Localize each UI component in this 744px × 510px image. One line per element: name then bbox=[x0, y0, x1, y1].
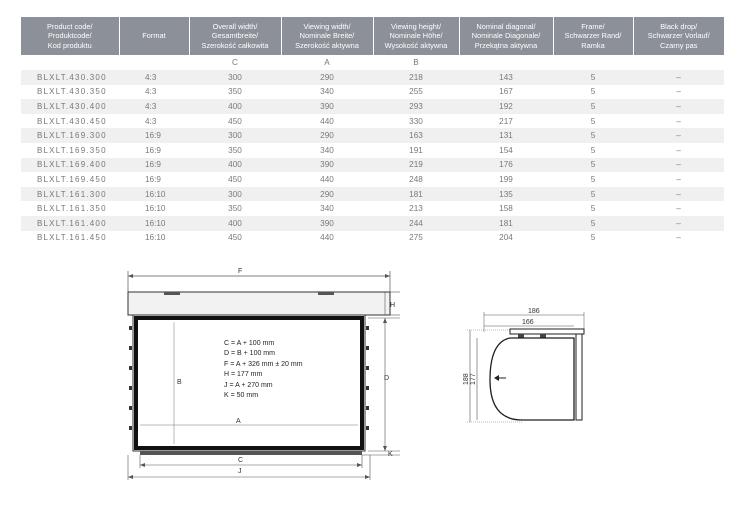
table-cell: 275 bbox=[373, 231, 459, 246]
table-cell: 350 bbox=[189, 201, 281, 216]
column-header bbox=[459, 17, 553, 55]
table-body bbox=[21, 55, 724, 245]
column-header-line: Czarny pas bbox=[660, 40, 698, 50]
table-cell: – bbox=[633, 70, 724, 85]
dimension-letter: B bbox=[373, 55, 459, 70]
table-cell: – bbox=[633, 216, 724, 231]
table-cell: 248 bbox=[373, 172, 459, 187]
side-view-drawing bbox=[462, 302, 602, 432]
table-cell: 340 bbox=[281, 201, 373, 216]
table-cell: 131 bbox=[459, 128, 553, 143]
dimension-letter bbox=[633, 55, 724, 70]
table-cell: 5 bbox=[553, 216, 633, 231]
table-cell: 330 bbox=[373, 114, 459, 129]
column-header-line: Nominal diagonal/ bbox=[476, 21, 536, 31]
table-cell: 5 bbox=[553, 187, 633, 202]
table-cell: 4:3 bbox=[119, 85, 189, 100]
table-cell: 219 bbox=[373, 158, 459, 173]
dimension-letter bbox=[553, 55, 633, 70]
table-cell: 244 bbox=[373, 216, 459, 231]
table-cell: 290 bbox=[281, 187, 373, 202]
table-row bbox=[21, 70, 724, 85]
table-cell: 340 bbox=[281, 143, 373, 158]
table-cell: – bbox=[633, 172, 724, 187]
table-cell: – bbox=[633, 231, 724, 246]
table-cell: 293 bbox=[373, 99, 459, 114]
table-row bbox=[21, 216, 724, 231]
product-code-cell: BLXLT.430.450 bbox=[21, 114, 119, 129]
table-row bbox=[21, 231, 724, 246]
product-code-cell: BLXLT.169.300 bbox=[21, 128, 119, 143]
table-cell: 5 bbox=[553, 114, 633, 129]
formula-line: K = 50 mm bbox=[224, 392, 259, 400]
column-header bbox=[119, 17, 189, 55]
dimension-letter bbox=[459, 55, 553, 70]
column-header-line: Szerokość całkowita bbox=[201, 40, 269, 50]
formula-line: H = 177 mm bbox=[224, 371, 263, 379]
product-code-cell: BLXLT.169.400 bbox=[21, 158, 119, 173]
table-cell: 135 bbox=[459, 187, 553, 202]
table-cell: 5 bbox=[553, 172, 633, 187]
product-code-cell: BLXLT.430.350 bbox=[21, 85, 119, 100]
column-header-line: Frame/ bbox=[581, 21, 605, 31]
table-cell: 5 bbox=[553, 158, 633, 173]
formula-line: D = B + 100 mm bbox=[224, 350, 275, 358]
table-cell: – bbox=[633, 143, 724, 158]
column-header bbox=[281, 17, 373, 55]
table-cell: 340 bbox=[281, 85, 373, 100]
table-cell: 400 bbox=[189, 99, 281, 114]
table-row bbox=[21, 128, 724, 143]
dim-label-j: J bbox=[238, 468, 242, 475]
column-header-line: Product code/ bbox=[46, 21, 93, 31]
formula-line: C = A + 100 mm bbox=[224, 340, 275, 347]
table-cell: 5 bbox=[553, 128, 633, 143]
column-header bbox=[633, 17, 724, 55]
table-cell: 390 bbox=[281, 158, 373, 173]
table-cell: 181 bbox=[373, 187, 459, 202]
product-code-cell: BLXLT.430.400 bbox=[21, 99, 119, 114]
table-cell: 4:3 bbox=[119, 114, 189, 129]
table-cell: 5 bbox=[553, 201, 633, 216]
table-cell: 300 bbox=[189, 187, 281, 202]
column-header-line: Overall width/ bbox=[212, 21, 258, 31]
product-code-cell: BLXLT.430.300 bbox=[21, 70, 119, 85]
table-row bbox=[21, 201, 724, 216]
table-header bbox=[21, 17, 724, 55]
table-cell: 16:10 bbox=[119, 187, 189, 202]
column-header bbox=[553, 17, 633, 55]
dimension-letter bbox=[21, 55, 119, 70]
table-cell: 158 bbox=[459, 201, 553, 216]
dim-left-inner: 177 bbox=[470, 373, 477, 385]
table-cell: 16:10 bbox=[119, 201, 189, 216]
column-header-line: Przekątna aktywna bbox=[474, 40, 538, 50]
table-cell: 450 bbox=[189, 231, 281, 246]
table-cell: – bbox=[633, 187, 724, 202]
product-code-cell: BLXLT.169.450 bbox=[21, 172, 119, 187]
table-cell: 300 bbox=[189, 128, 281, 143]
column-header-line: Nominale Höhe/ bbox=[389, 31, 443, 41]
table-cell: 390 bbox=[281, 216, 373, 231]
table-cell: – bbox=[633, 158, 724, 173]
formula-line: F = A + 326 mm ± 20 mm bbox=[224, 360, 303, 368]
table-row bbox=[21, 114, 724, 129]
table-cell: 16:9 bbox=[119, 128, 189, 143]
column-header-line: Produktcode/ bbox=[47, 31, 92, 41]
table-cell: 5 bbox=[553, 143, 633, 158]
column-header-line: Szerokość aktywna bbox=[295, 40, 359, 50]
dim-top-inner: 166 bbox=[522, 319, 534, 326]
table-row bbox=[21, 85, 724, 100]
table-cell: – bbox=[633, 128, 724, 143]
table-cell: 390 bbox=[281, 99, 373, 114]
table-cell: 192 bbox=[459, 99, 553, 114]
dim-label-c: C bbox=[238, 457, 244, 464]
table-cell: – bbox=[633, 201, 724, 216]
table-cell: – bbox=[633, 85, 724, 100]
table-cell: 176 bbox=[459, 158, 553, 173]
table-cell: 181 bbox=[459, 216, 553, 231]
column-header bbox=[373, 17, 459, 55]
table-cell: 213 bbox=[373, 201, 459, 216]
table-cell: 143 bbox=[459, 70, 553, 85]
dim-label-k: K bbox=[388, 451, 393, 458]
dim-top-outer: 186 bbox=[528, 308, 540, 315]
product-code-cell: BLXLT.161.300 bbox=[21, 187, 119, 202]
table-cell: 300 bbox=[189, 70, 281, 85]
table-cell: 163 bbox=[373, 128, 459, 143]
dimension-letter-row bbox=[21, 55, 724, 70]
table-cell: 16:9 bbox=[119, 143, 189, 158]
table-cell: 5 bbox=[553, 85, 633, 100]
table-cell: 450 bbox=[189, 172, 281, 187]
column-header-line: Black drop/ bbox=[660, 21, 698, 31]
column-header-line: Schwarzer Rand/ bbox=[564, 31, 622, 41]
table-cell: 199 bbox=[459, 172, 553, 187]
product-code-cell: BLXLT.161.350 bbox=[21, 201, 119, 216]
table-cell: 204 bbox=[459, 231, 553, 246]
table-cell: 450 bbox=[189, 114, 281, 129]
dim-label-a: A bbox=[236, 418, 241, 425]
table-cell: 400 bbox=[189, 158, 281, 173]
table-row bbox=[21, 99, 724, 114]
table-cell: 440 bbox=[281, 172, 373, 187]
dimension-letter bbox=[119, 55, 189, 70]
table-cell: 350 bbox=[189, 143, 281, 158]
column-header-line: Viewing height/ bbox=[391, 21, 441, 31]
product-code-cell: BLXLT.169.350 bbox=[21, 143, 119, 158]
table-cell: 290 bbox=[281, 128, 373, 143]
spec-table bbox=[21, 17, 724, 245]
table-cell: 191 bbox=[373, 143, 459, 158]
dimension-letter: A bbox=[281, 55, 373, 70]
table-row bbox=[21, 187, 724, 202]
product-code-cell: BLXLT.161.450 bbox=[21, 231, 119, 246]
table-cell: 217 bbox=[459, 114, 553, 129]
column-header-line: Nominale Breite/ bbox=[299, 31, 355, 41]
table-cell: 218 bbox=[373, 70, 459, 85]
table-cell: 4:3 bbox=[119, 99, 189, 114]
column-header bbox=[21, 17, 119, 55]
column-header bbox=[189, 17, 281, 55]
table-cell: 167 bbox=[459, 85, 553, 100]
formula-line: J = A + 270 mm bbox=[224, 381, 273, 389]
table-row bbox=[21, 172, 724, 187]
column-header-line: Schwarzer Vorlauf/ bbox=[647, 31, 710, 41]
column-header-line: Format bbox=[142, 31, 166, 41]
table-cell: 290 bbox=[281, 70, 373, 85]
column-header-line: Wysokość aktywna bbox=[384, 40, 448, 50]
table-cell: 5 bbox=[553, 99, 633, 114]
table-row bbox=[21, 143, 724, 158]
product-code-cell: BLXLT.161.400 bbox=[21, 216, 119, 231]
dim-label-d: D bbox=[384, 375, 390, 382]
column-header-line: Kod produktu bbox=[47, 40, 92, 50]
dim-left-outer: 188 bbox=[463, 373, 470, 385]
table-cell: 16:9 bbox=[119, 158, 189, 173]
table-cell: 16:9 bbox=[119, 172, 189, 187]
column-header-line: Nominale Diagonale/ bbox=[471, 31, 541, 41]
table-cell: 440 bbox=[281, 231, 373, 246]
column-header-line: Ramka bbox=[581, 40, 605, 50]
table-cell: 440 bbox=[281, 114, 373, 129]
table-cell: 255 bbox=[373, 85, 459, 100]
dim-label-h: H bbox=[390, 302, 396, 309]
table-row bbox=[21, 158, 724, 173]
table-cell: 5 bbox=[553, 231, 633, 246]
table-cell: – bbox=[633, 99, 724, 114]
dim-label-b: B bbox=[177, 379, 182, 386]
dimension-letter: C bbox=[189, 55, 281, 70]
table-cell: 5 bbox=[553, 70, 633, 85]
column-header-line: Viewing width/ bbox=[303, 21, 351, 31]
table-cell: 16:10 bbox=[119, 231, 189, 246]
table-cell: – bbox=[633, 114, 724, 129]
column-header-line: Gesamtbreite/ bbox=[211, 31, 259, 41]
table-cell: 154 bbox=[459, 143, 553, 158]
table-cell: 16:10 bbox=[119, 216, 189, 231]
table-cell: 4:3 bbox=[119, 70, 189, 85]
dimension-formulas bbox=[224, 339, 303, 401]
table-cell: 350 bbox=[189, 85, 281, 100]
dim-label-f: F bbox=[238, 268, 243, 275]
table-cell: 400 bbox=[189, 216, 281, 231]
